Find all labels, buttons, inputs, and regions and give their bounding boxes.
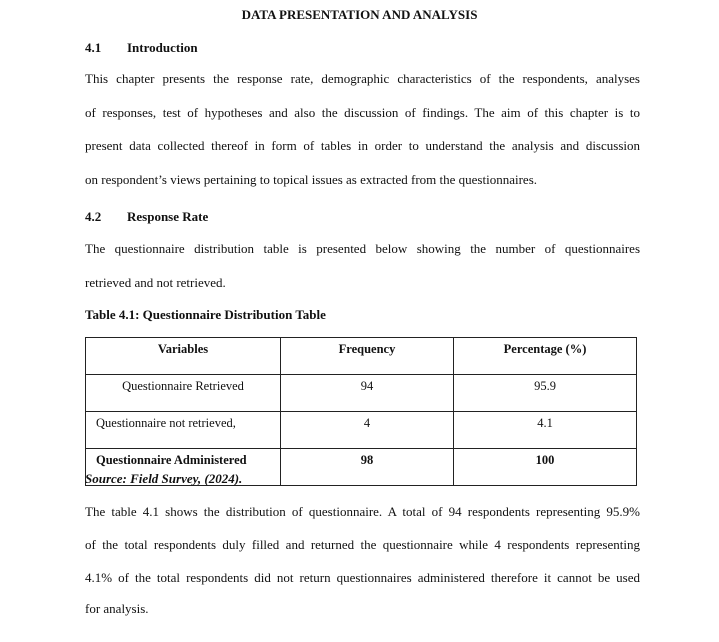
cell-frequency: 98 [281, 449, 454, 486]
table-source: Source: Field Survey, (2024). [85, 471, 243, 486]
cell-percentage: 100 [454, 449, 637, 486]
paragraph-line: This chapter presents the response rate, demographic characteristics of the respondents, analyses [85, 71, 640, 86]
section-number: 4.1 [85, 40, 102, 55]
section-title: Response Rate [127, 209, 209, 224]
cell-percentage: 4.1 [454, 412, 637, 449]
table-header-row [86, 338, 637, 375]
section-heading-response-rate [85, 209, 208, 225]
table-row [86, 375, 637, 412]
cell-variable: Questionnaire Retrieved [86, 375, 281, 412]
section-number: 4.2 [85, 209, 102, 224]
paragraph-line: The questionnaire distribution table is presented below showing the number of questionnaires [85, 241, 640, 256]
paragraph-line: of the total respondents duly filled and returned the questionnaire while 4 respondents representing [85, 537, 640, 552]
table-caption: Table 4.1: Questionnaire Distribution Table [85, 307, 326, 322]
paragraph-line: 4.1% of the total respondents did not return questionnaires administered therefore it cannot be used [85, 570, 640, 585]
paragraph-line: of responses, test of hypotheses and also the discussion of findings. The aim of this chapter is to [85, 105, 640, 120]
column-header-frequency: Frequency [281, 338, 454, 375]
cell-frequency: 94 [281, 375, 454, 412]
questionnaire-distribution-table [85, 337, 637, 486]
page-title: DATA PRESENTATION AND ANALYSIS [241, 7, 478, 22]
cell-variable: Questionnaire Administered [86, 449, 281, 486]
paragraph-line: on respondent’s views pertaining to topical issues as extracted from the questionnaires. [85, 172, 537, 187]
cell-percentage: 95.9 [454, 375, 637, 412]
paragraph-line: retrieved and not retrieved. [85, 275, 226, 290]
cell-frequency: 4 [281, 412, 454, 449]
column-header-variables: Variables [86, 338, 281, 375]
section-title: Introduction [127, 40, 198, 55]
cell-variable: Questionnaire not retrieved, [86, 412, 281, 449]
column-header-percentage: Percentage (%) [454, 338, 637, 375]
section-heading-introduction [85, 40, 198, 56]
table-row [86, 412, 637, 449]
paragraph-line: for analysis. [85, 601, 149, 616]
paragraph-line: present data collected thereof in form of tables in order to understand the analysis and discussion [85, 138, 640, 153]
paragraph-line: The table 4.1 shows the distribution of questionnaire. A total of 94 respondents representing 95.9% [85, 504, 640, 519]
